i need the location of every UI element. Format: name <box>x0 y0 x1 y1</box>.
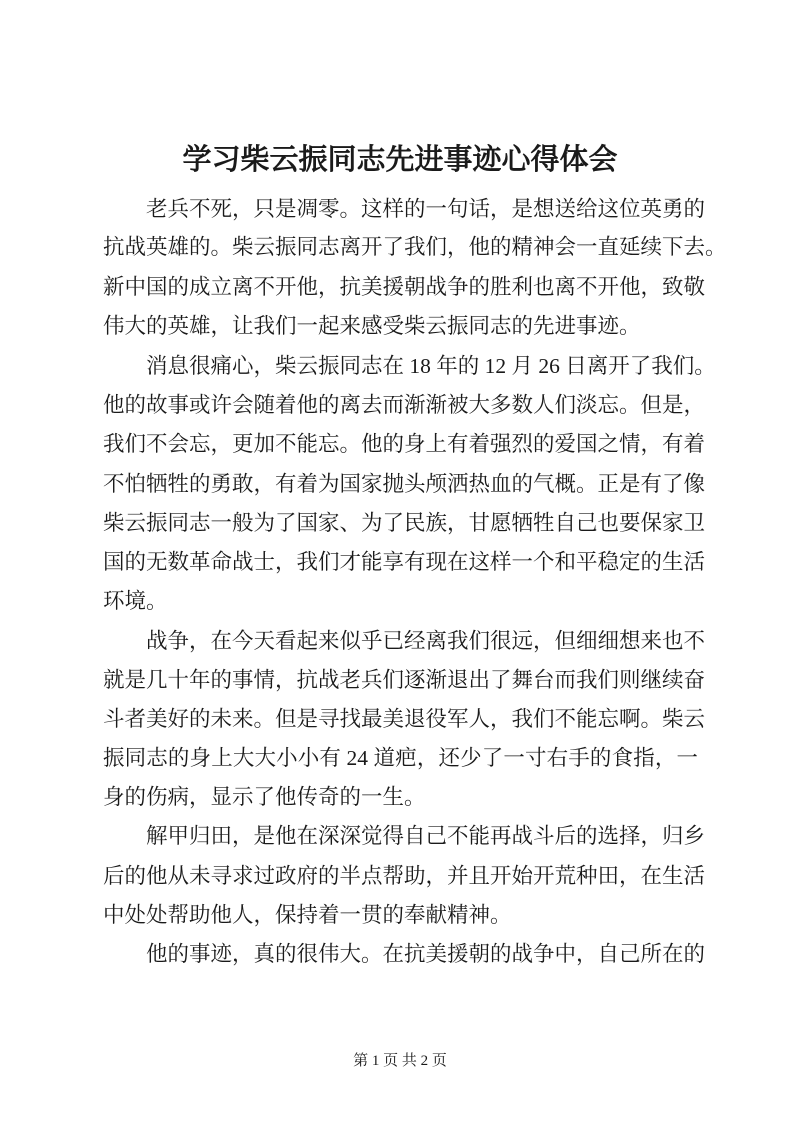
text-line: 他的故事或许会随着他的离去而渐渐被大多数人们淡忘。但是， <box>103 393 706 417</box>
text-line: 伟大的英雄，让我们一起来感受柴云振同志的先进事迹。 <box>103 314 641 338</box>
text-line: 消息很痛心，柴云振同志在 18 年的 12 月 26 日离开了我们。 <box>146 354 716 378</box>
text-line: 振同志的身上大大小小有 24 道疤，还少了一寸右手的食指，一 <box>103 746 698 770</box>
text-line: 解甲归田，是他在深深觉得自己不能再战斗后的选择，归乡 <box>146 824 706 848</box>
text-line: 战争，在今天看起来似乎已经离我们很远，但细细想来也不 <box>146 629 706 653</box>
text-line: 环境。 <box>103 589 168 613</box>
document-title: 学习柴云振同志先进事迹心得体会 <box>182 144 618 176</box>
text-line: 中处处帮助他人，保持着一贯的奉献精神。 <box>103 903 512 927</box>
text-line: 新中国的成立离不开他，抗美援朝战争的胜利也离不开他，致敬 <box>103 275 706 299</box>
text-line: 老兵不死，只是凋零。这样的一句话，是想送给这位英勇的 <box>146 197 706 221</box>
page-footer: 第 1 页 共 2 页 <box>353 1053 447 1069</box>
text-line: 不怕牺牲的勇敢，有着为国家抛头颅洒热血的气概。正是有了像 <box>103 472 706 496</box>
text-line: 他的事迹，真的很伟大。在抗美援朝的战争中，自己所在的 <box>146 942 706 966</box>
text-line: 国的无数革命战士，我们才能享有现在这样一个和平稳定的生活 <box>103 550 706 574</box>
text-line: 斗者美好的未来。但是寻找最美退役军人，我们不能忘啊。柴云 <box>103 707 706 731</box>
text-line: 后的他从未寻求过政府的半点帮助，并且开始开荒种田，在生活 <box>103 864 706 888</box>
text-line: 柴云振同志一般为了国家、为了民族，甘愿牺牲自己也要保家卫 <box>103 511 706 535</box>
text-line: 就是几十年的事情，抗战老兵们逐渐退出了舞台而我们则继续奋 <box>103 668 706 692</box>
text-line: 我们不会忘，更加不能忘。他的身上有着强烈的爱国之情，有着 <box>103 432 706 456</box>
text-line: 身的伤病，显示了他传奇的一生。 <box>103 785 426 809</box>
text-line: 抗战英雄的。柴云振同志离开了我们，他的精神会一直延续下去。 <box>103 235 727 259</box>
